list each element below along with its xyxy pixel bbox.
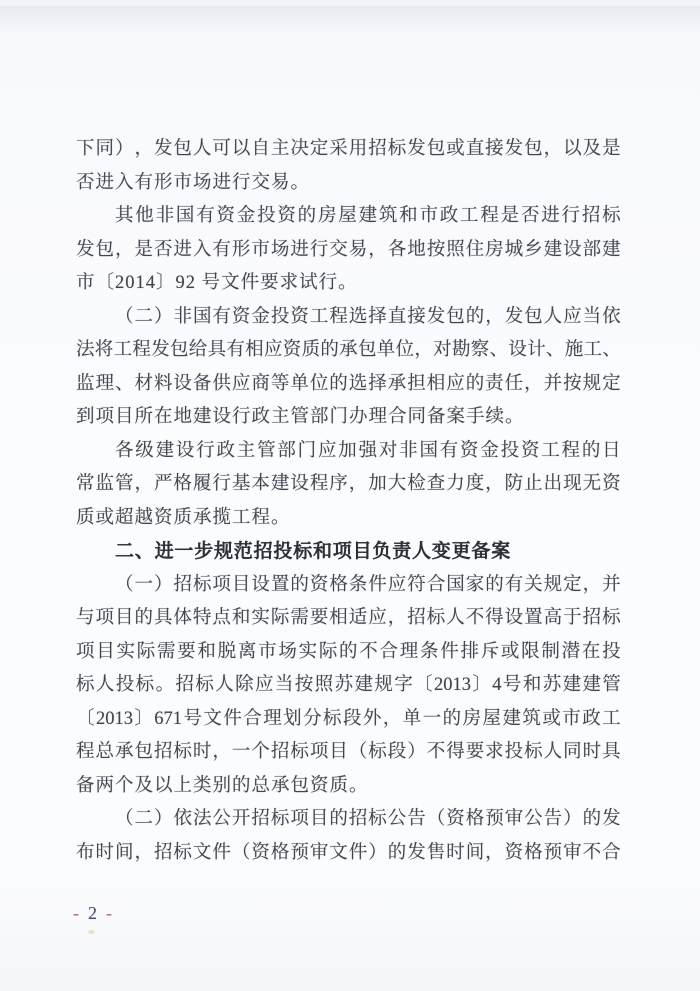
text-line: 下 同 ） ， 发 包 人 可 以 自 主 决 定 采 用 招 标 发 包 或 直 接 发 包 ， 以 及 是 — [76, 139, 621, 159]
text-line: 〔 2013 〕 671 号 文 件 合 理 划 分 标 段 外 ， 单 一 的 房 屋 建 筑 或 市 政 工 — [76, 708, 621, 729]
page-number-dash-left: - — [73, 903, 79, 923]
page-number-dash-right: - — [106, 903, 112, 923]
document-text — [76, 133, 621, 870]
text-line: 法 将 工 程 发 包 给 具 有 相 应 资 质 的 承 包 单 位 ， 对 勘 察 、 设 计 、 施 工 、 — [76, 340, 621, 360]
page-number — [73, 903, 112, 924]
text-line: 各 级 建 设 行 政 主 管 部 门 应 加 强 对 非 国 有 资 金 投 资 工 程 的 日 — [115, 440, 621, 461]
text-line: 与 项 目 的 具 体 特 点 和 实 际 需 要 相 适 应 ， 招 标 人 不 得 设 置 高 于 招 标 — [76, 608, 621, 628]
text-line: （ 二 ） 非 国 有 资 金 投 资 工 程 选 择 直 接 发 包 的 ， 发 包 人 应 当 依 — [115, 306, 621, 327]
text-line: （ 一 ） 招 标 项 目 设 置 的 资 格 条 件 应 符 合 国 家 的 有 关 规 定 ， 并 — [115, 574, 621, 595]
text-line: 发 包 ， 是 否 进 入 有 形 市 场 进 行 交 易 ， 各 地 按 照 住 房 城 乡 建 设 部 建 — [76, 239, 621, 260]
text-line: 否进入有形市场进行交易。 — [76, 172, 311, 193]
text-line: 质或超越资质承揽工程。 — [76, 507, 291, 528]
text-line: 备两个及以上类别的总承包资质。 — [76, 775, 369, 796]
text-line: 常 监 管 ， 严 格 履 行 基 本 建 设 程 序 ， 加 大 检 查 力 度 ， 防 止 出 现 无 资 — [76, 474, 621, 494]
text-line: 程 总 承 包 招 标 时 ， 一 个 招 标 项 目 （ 标 段 ） 不 得 要 求 投 标 人 同 时 具 — [76, 742, 621, 762]
text-line: 标 人 投 标 。 招 标 人 除 应 当 按 照 苏 建 规 字 〔 2013 〕 4 号 和 苏 建 建 管 — [76, 675, 621, 695]
text-line: 市〔2014〕92 号文件要求试行。 — [76, 273, 358, 293]
text-line: 其 他 非 国 有 资 金 投 资 的 房 屋 建 筑 和 市 政 工 程 是 否 进 行 招 标 — [115, 206, 621, 226]
text-line: 项 目 实 际 需 要 和 脱 离 市 场 实 际 的 不 合 理 条 件 排 斥 或 限 制 潜 在 投 — [76, 641, 621, 662]
scan-speck — [88, 930, 95, 934]
text-line: 监 理 、 材 料 设 备 供 应 商 等 单 位 的 选 择 承 担 相 应 的 责 任 ， 并 按 规 定 — [76, 373, 621, 394]
text-line: 到项目所在地建设行政主管部门办理合同备案手续。 — [76, 407, 525, 427]
scan-shading-top — [0, 6, 700, 36]
page-number-value: 2 — [88, 903, 97, 923]
section-heading-line: 二、进一步规范招投标和项目负责人变更备案 — [115, 541, 512, 562]
text-line: （ 二 ） 依 法 公 开 招 标 项 目 的 招 标 公 告 （ 资 格 预 审 公 告 ） 的 发 — [115, 809, 621, 829]
text-line: 布 时 间 ， 招 标 文 件 （ 资 格 预 审 文 件 ） 的 发 售 时 间 ， 资 格 预 审 不 合 — [76, 842, 621, 863]
